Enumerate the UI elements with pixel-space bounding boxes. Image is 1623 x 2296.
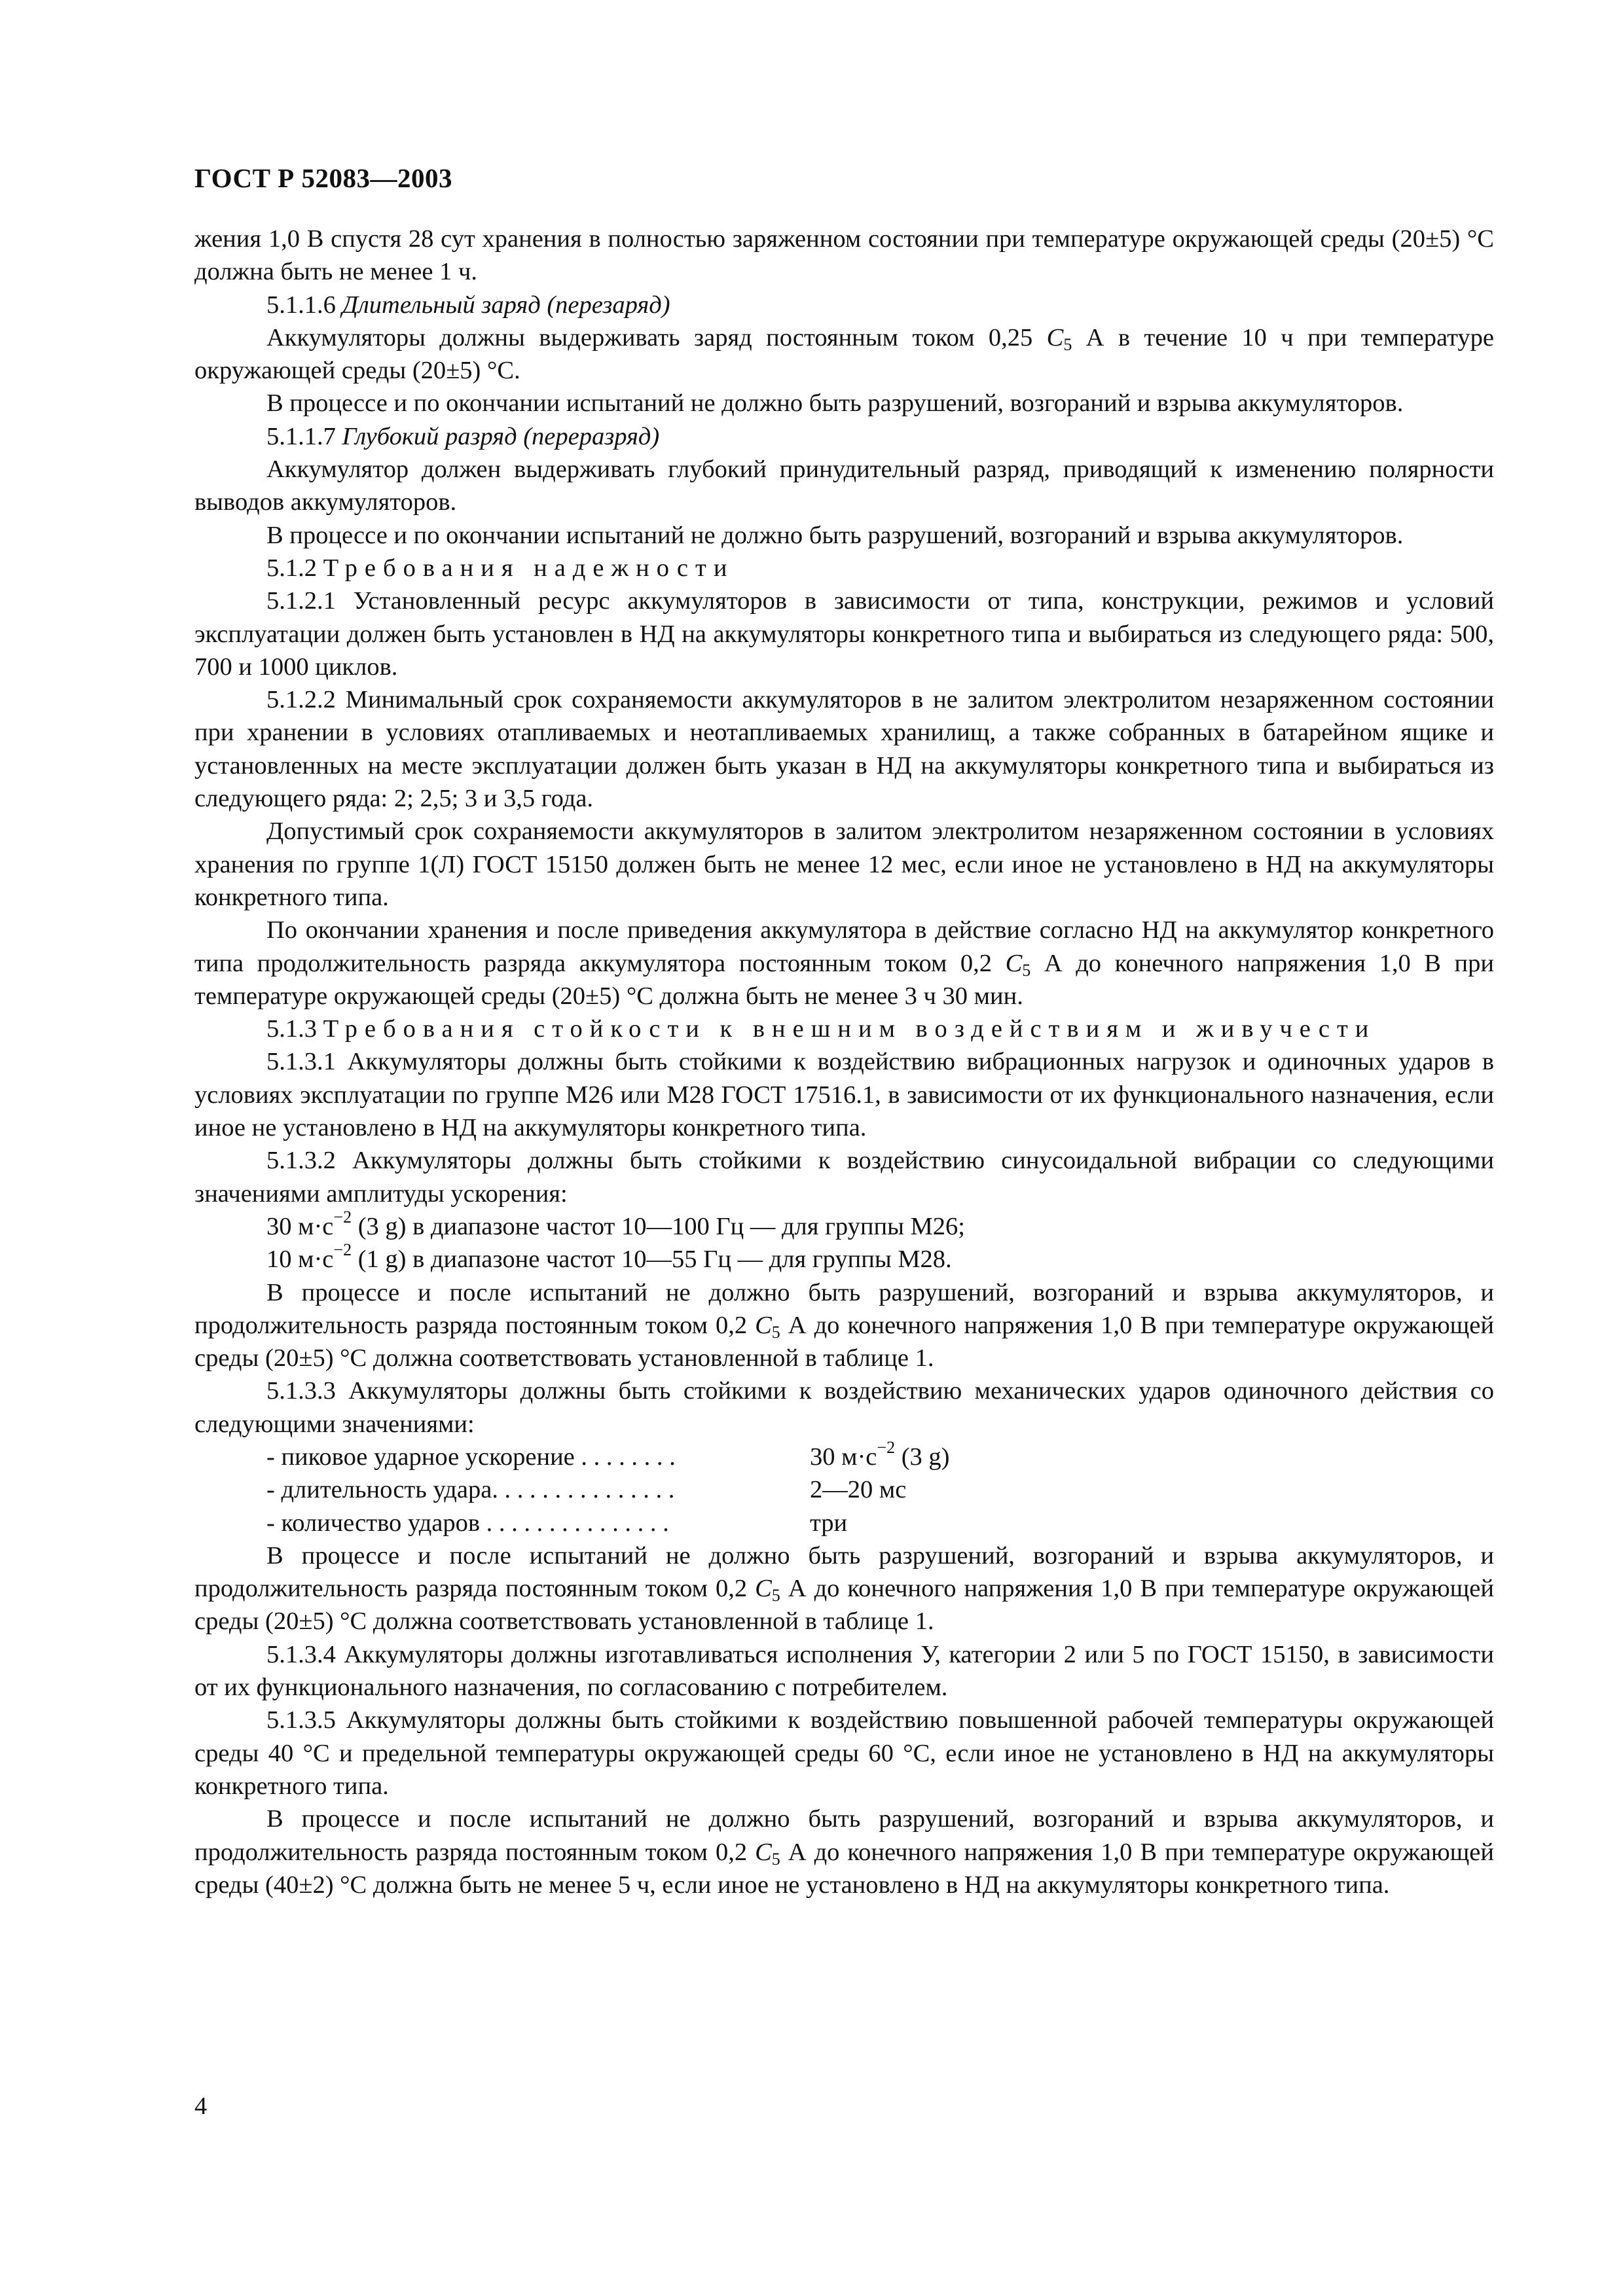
text-run: А до конечного напряжения 1,0 В при температуре окружающей среды (20±5) °С должна быть не менее 3 ч 30 мин.	[194, 949, 1494, 1010]
text-run: (3 g) в диапазоне частот 10—100 Гц — для группы М26;	[352, 1212, 965, 1240]
capacity-symbol: C	[1046, 323, 1064, 351]
paragraph	[194, 1276, 1494, 1375]
capacity-subscript: 5	[1063, 334, 1072, 354]
text-run: А до конечного напряжения 1,0 В при температуре окружающей среды (20±5) °С должна соответствовать установленной в таблице 1.	[194, 1575, 1494, 1636]
text-run: (1 g) в диапазоне частот 10—55 Гц — для группы М28.	[352, 1246, 952, 1274]
section-title: Требования надежности	[323, 554, 735, 582]
text-run: Аккумуляторы должны выдерживать заряд постоянным током 0,25	[266, 323, 1047, 351]
paragraph: Аккумулятор должен выдерживать глубокий принудительный разряд, приводящий к изменению полярности выводов аккумуляторов.	[194, 456, 1494, 516]
paragraph: 5.1.3.5 Аккумуляторы должны быть стойкими к воздействию повышенной рабочей температуры окружающей среды 40 °С и предельной температуры окружающей среды 60 °С, если иное не установлено в НД на аккумуляторы конкретного типа.	[194, 1706, 1494, 1800]
section-heading-5-1-1-7	[194, 420, 1494, 453]
exponent: −2	[333, 1240, 352, 1260]
paragraph: 5.1.3.3 Аккумуляторы должны быть стойкими к воздействию механических ударов одиночного действия со следующими значениями:	[194, 1377, 1494, 1438]
section-number: 5.1.1.7	[266, 422, 336, 450]
capacity-symbol: C	[755, 1311, 772, 1339]
paragraph	[194, 321, 1494, 387]
paragraph	[194, 1803, 1494, 1901]
section-number: 5.1.2	[266, 554, 317, 582]
paragraph: В процессе и по окончании испытаний не должно быть разрушений, возгораний и взрыва аккумуляторов.	[266, 389, 1404, 418]
text-run: 10 м·с	[266, 1246, 334, 1274]
list-value: 2—20 мс	[810, 1476, 907, 1504]
section-number: 5.1.3	[266, 1015, 317, 1043]
section-number: 5.1.1.6	[266, 291, 336, 319]
text-run: По окончании хранения и после приведения аккумулятора в действие согласно НД на аккумулятор конкретного типа продолжительность разряда аккумулятора постоянным током 0,2	[194, 916, 1494, 977]
paragraph: 5.1.3.1 Аккумуляторы должны быть стойкими к воздействию вибрационных нагрузок и одиночных ударов в условиях эксплуатации по группе М26 или М28 ГОСТ 17516.1, в зависимости от их функционального назначения, если иное не установлено в НД на аккумуляторы конкретного типа.	[194, 1048, 1494, 1142]
paragraph: 5.1.2.2 Минимальный срок сохраняемости аккумуляторов в не залитом электролитом незаряженном состоянии при хранении в условиях отапливаемых и неотапливаемых хранилищ, а также собранных в батарейном ящике и установленных на месте эксплуатации должен быть указан в НД на аккумуляторы конкретного типа и выбираться из следующего ряда: 2; 2,5; 3 и 3,5 года.	[194, 686, 1494, 813]
exponent: −2	[333, 1207, 352, 1227]
text-run: А в течение 10 ч при температуре окружающей среды (20±5) °С.	[194, 323, 1495, 385]
capacity-symbol: C	[755, 1838, 772, 1866]
text-run: А до конечного напряжения 1,0 В при температуре окружающей среды (40±2) °С должна быть не менее 5 ч, если иное не установлено в НД на аккумуляторы конкретного типа.	[194, 1838, 1494, 1899]
text-run: 30 м·с	[266, 1212, 334, 1240]
list-item	[194, 1437, 1494, 1473]
body-text	[194, 223, 1494, 1901]
capacity-subscript: 5	[1022, 960, 1031, 980]
capacity-subscript: 5	[771, 1849, 780, 1869]
capacity-symbol: C	[755, 1575, 772, 1603]
list-item	[194, 1473, 1494, 1506]
section-heading-5-1-1-6	[194, 289, 1494, 321]
text-run: 30 м·с	[810, 1443, 877, 1471]
list-label: - длительность удара. . . . . . . . . . . . . . .	[266, 1476, 675, 1504]
text-run: В процессе и после испытаний не должно быть разрушений, возгораний и взрыва аккумуляторов, и продолжительность разряда постоянным током 0,2	[194, 1541, 1494, 1603]
paragraph: жения 1,0 В спустя 28 сут хранения в полностью заряженном состоянии при температуре окружающей среды (20±5) °С должна быть не менее 1 ч.	[194, 225, 1494, 286]
list-value	[810, 1437, 1494, 1473]
capacity-subscript: 5	[771, 1586, 780, 1605]
paragraph: В процессе и по окончании испытаний не должно быть разрушений, возгораний и взрыва аккумуляторов.	[266, 521, 1404, 549]
section-title: Глубокий разряд (переразряд)	[342, 422, 660, 450]
document-header: ГОСТ Р 52083—2003	[194, 163, 452, 193]
page-number: 4	[194, 2092, 208, 2120]
text-run: (3 g)	[895, 1443, 950, 1471]
text-run: В процессе и после испытаний не должно быть разрушений, возгораний и взрыва аккумуляторов, и продолжительность разряда постоянным током 0,2	[194, 1278, 1494, 1339]
list-value: три	[810, 1509, 848, 1537]
exponent: −2	[877, 1437, 896, 1457]
list-item	[194, 1507, 1494, 1539]
paragraph: Допустимый срок сохраняемости аккумуляторов в залитом электролитом незаряженном состоянии в условиях хранения по группе 1(Л) ГОСТ 15150 должен быть не менее 12 мес, если иное не установлено в НД на аккумуляторы конкретного типа.	[194, 817, 1494, 911]
vibration-line-m26	[194, 1207, 1494, 1243]
vibration-line-m28	[194, 1240, 1494, 1276]
list-label: - пиковое ударное ускорение . . . . . . . .	[266, 1443, 676, 1471]
text-run: В процессе и после испытаний не должно быть разрушений, возгораний и взрыва аккумуляторов, и продолжительность разряда постоянным током 0,2	[194, 1805, 1494, 1866]
paragraph: 5.1.3.4 Аккумуляторы должны изготавливаться исполнения У, категории 2 или 5 по ГОСТ 15150, в зависимости от их функционального назначения, по согласованию с потребителем.	[194, 1640, 1494, 1702]
section-title: Требования стойкости к внешним воздействиям и живучести	[323, 1015, 1376, 1043]
list-label: - количество ударов . . . . . . . . . . . . . . .	[266, 1509, 669, 1537]
paragraph	[194, 914, 1494, 1013]
section-heading-5-1-2	[194, 552, 1494, 584]
paragraph: 5.1.2.1 Установленный ресурс аккумуляторов в зависимости от типа, конструкции, режимов и условий эксплуатации должен быть установлен в НД на аккумуляторы конкретного типа и выбираться из следующего ряда: 500, 700 и 1000 циклов.	[194, 587, 1494, 681]
paragraph: 5.1.3.2 Аккумуляторы должны быть стойкими к воздействию синусоидальной вибрации со следующими значениями амплитуды ускорения:	[194, 1147, 1494, 1208]
section-title: Длительный заряд (перезаряд)	[342, 291, 670, 319]
capacity-symbol: C	[1005, 949, 1023, 977]
capacity-subscript: 5	[771, 1322, 780, 1342]
text-run: А до конечного напряжения 1,0 В при температуре окружающей среды (20±5) °С должна соответствовать установленной в таблице 1.	[194, 1311, 1494, 1372]
section-heading-5-1-3	[194, 1013, 1494, 1045]
paragraph	[194, 1539, 1494, 1638]
